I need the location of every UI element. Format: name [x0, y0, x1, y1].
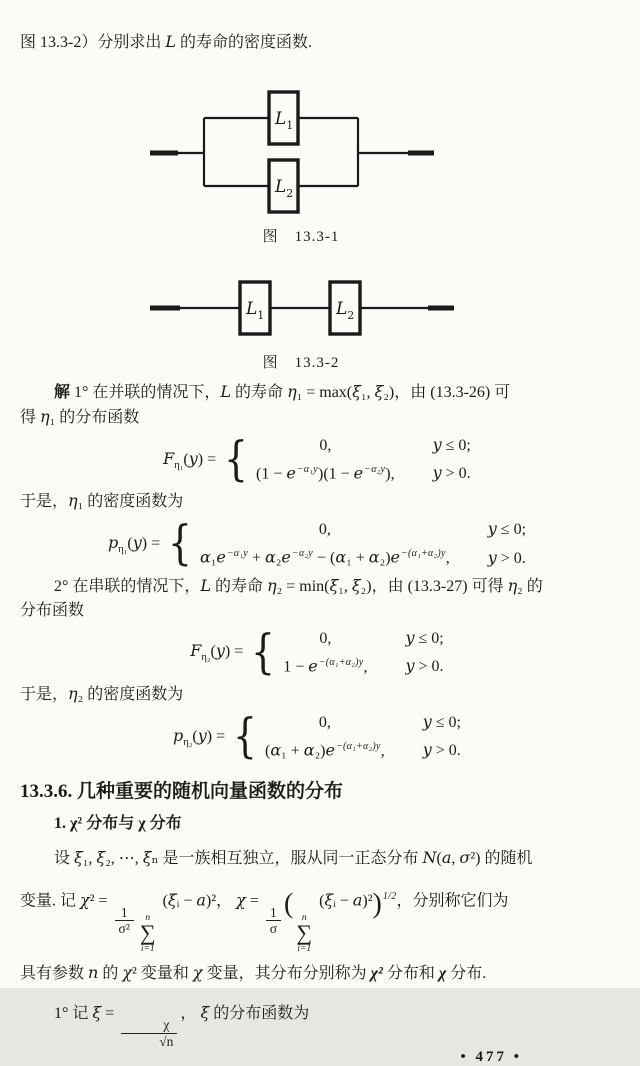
subsection-heading: 1. χ² 分布与 χ 分布 — [54, 815, 182, 833]
case-value: $\alpha_1e^{-\alpha_1y} + \alpha_2e^{-\alpha_2y} - (\alpha_1 + \alpha_2)e^{-(\alpha_1+\alpha_2)y}$, — [200, 547, 450, 567]
component-label-L2: $L_2$ — [275, 177, 294, 200]
cases-brace: { — [233, 709, 258, 765]
cases-brace: { — [251, 624, 276, 680]
case-value: 0, — [319, 629, 332, 647]
case-condition: y > 0. — [432, 463, 471, 483]
section-heading: 13.3.6. 几种重要的随机向量函数的分布 — [20, 781, 344, 803]
component-label-L1: $L_1$ — [275, 109, 294, 132]
density-intro-2: 于是，η₂ 的密度函数为 — [20, 683, 184, 703]
case-value: 0, — [318, 713, 331, 731]
figure-13-3-2 — [20, 268, 614, 372]
cases-brace: { — [168, 516, 193, 572]
intro-line: 图 13.3-2）分别求出 L 的寿命的密度函数. — [20, 32, 312, 51]
figure-caption-1: 图 13.3-1 — [262, 229, 340, 245]
solution-para1-line2: 得 η₁ 的分布函数 — [20, 407, 140, 426]
cases-rows — [265, 710, 461, 763]
case-value: 0, — [319, 437, 332, 454]
formula-density-eta2 — [20, 710, 614, 763]
case-condition: y > 0. — [487, 547, 526, 567]
component-label-L1: $L_1$ — [246, 299, 265, 322]
figure-13-3-1 — [20, 85, 614, 246]
formula-lhs: $p_{\eta_2}(y)$ = — [172, 725, 226, 748]
formula-lhs: $F_{\eta_1}(y)$ = — [163, 448, 217, 471]
parallel-circuit-diagram — [132, 85, 512, 220]
formula-density-eta1 — [20, 517, 614, 570]
chi-definition-line2: 变量. 记 χ² = $\frac{1}{\text{σ²}}$ n ∑ i=1 (ξᵢ − a)²， χ = $\frac{1}{\sigma}$ ( n ∑ i=1 (ξᵢ − a)²)$^{1/2}$，分别称它们为 — [20, 888, 509, 954]
page-number: • 477 • — [460, 1049, 522, 1066]
solution-para2-line2: 分布函数 — [20, 601, 85, 619]
chi-definition-line1: 设 ξ₁, ξ₂, ⋯, ξₙ 是一族相互独立，服从同一正态分布 N(a, σ²) 的随机 — [54, 848, 533, 868]
case-condition: y ≤ 0; — [487, 519, 527, 539]
cases-rows — [200, 517, 526, 570]
formula-distribution-eta1 — [20, 433, 614, 486]
case-value: 0, — [318, 521, 331, 539]
formula-distribution-eta2 — [20, 626, 614, 679]
solution-para2-line1: 2° 在串联的情况下，L 的寿命 η₂ = min(ξ₁, ξ₂)，由 (13.3-27) 可得 η₂ 的 — [54, 575, 543, 595]
case-condition: y > 0. — [422, 740, 461, 760]
case-condition: y ≤ 0; — [432, 435, 471, 454]
formula-lhs: $F_{\eta_2}(y)$ = — [190, 641, 244, 664]
component-label-L2: $L_2$ — [336, 299, 355, 322]
formula-lhs: $p_{\eta_1}(y)$ = — [107, 532, 161, 556]
cases-rows — [256, 433, 471, 486]
series-circuit-diagram — [132, 268, 512, 346]
case-value: $(\alpha_1 + \alpha_2)e^{-(\alpha_1+\alpha_2)y}$, — [265, 740, 385, 760]
figure-caption-2: 图 13.3-2 — [262, 355, 340, 371]
case-condition: y ≤ 0; — [405, 627, 444, 647]
density-intro-1: 于是，η₁ 的密度函数为 — [20, 491, 184, 511]
case-value: $1 - e^{-(\alpha_1+\alpha_2)y}$, — [283, 655, 368, 675]
case-condition: y > 0. — [405, 655, 444, 675]
case-value: $(1 - e^{-\alpha_1y})(1 - e^{-\alpha_2y})$, — [256, 463, 395, 483]
cases-rows — [283, 626, 444, 679]
chi-definition-line3: 具有参数 n 的 χ² 变量和 χ 变量，其分布分别称为 χ² 分布和 χ 分布. — [20, 963, 487, 983]
cases-brace: { — [224, 432, 249, 488]
xi-distribution-line: 1° 记 ξ = $\frac{\chi}{√n}$ ， ξ 的分布函数为 — [54, 1003, 310, 1049]
solution-para1-line1: 解 1° 在并联的情况下，L 的寿命 η₁ = max(ξ₁, ξ₂)，由 (13.3-26) 可 — [54, 382, 511, 401]
case-condition: y ≤ 0; — [422, 711, 461, 731]
